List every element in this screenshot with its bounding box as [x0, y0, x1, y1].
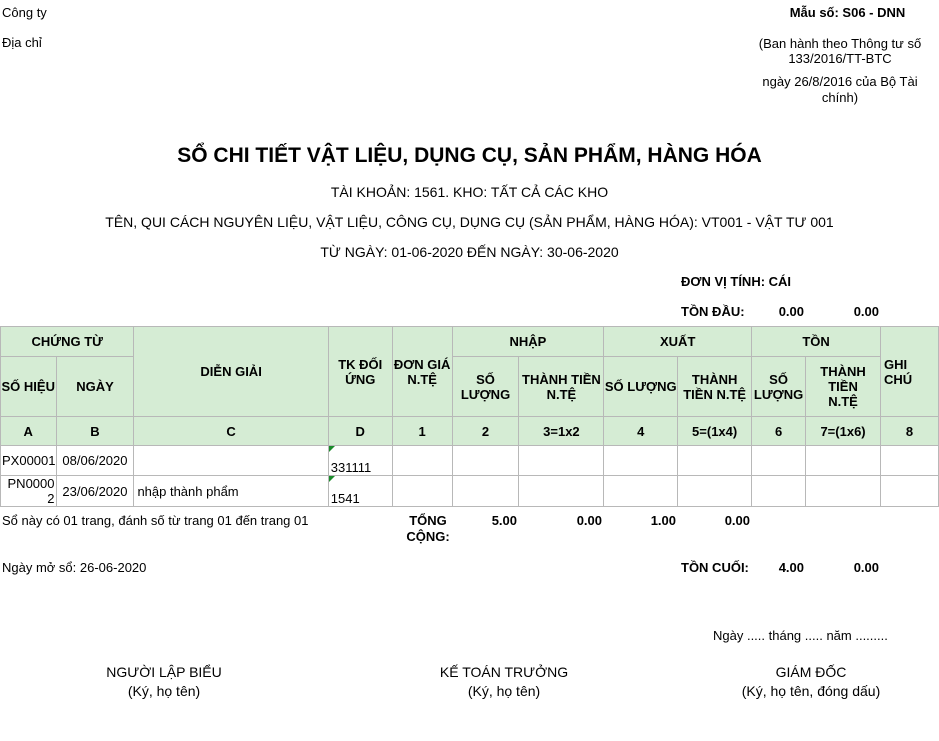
empty-cell [806, 446, 881, 476]
header-description: DIỄN GIẢI [134, 327, 328, 417]
code-cell: 5=(1x4) [678, 417, 752, 446]
total-in-qty: 5.00 [491, 513, 517, 528]
pages-note: Sổ này có 01 trang, đánh số từ trang 01 đến trang 01 [2, 513, 309, 528]
header-account: TK ĐỐI ỨNG [328, 327, 392, 417]
opening-amount: 0.00 [853, 304, 879, 319]
voucher-no-cell: PN00002 [1, 476, 57, 507]
issued-line-4: chính) [821, 90, 859, 105]
account-cell [328, 476, 392, 507]
voucher-date-cell: 08/06/2020 [56, 446, 134, 476]
code-cell: 1 [392, 417, 452, 446]
header-voucher: CHỨNG TỪ [1, 327, 134, 357]
empty-cell [392, 476, 452, 507]
header-stock: TỒN [752, 327, 881, 357]
code-cell: 8 [881, 417, 939, 446]
total-in-amount: 0.00 [576, 513, 602, 528]
preparer-note: (Ký, họ tên) [127, 683, 201, 699]
empty-cell [452, 446, 519, 476]
code-cell: 4 [604, 417, 678, 446]
total-label: TỔNG CỘNG: [406, 513, 450, 544]
open-date: Ngày mở sổ: 26-06-2020 [2, 560, 147, 575]
code-cell: 7=(1x6) [806, 417, 881, 446]
header-out: XUẤT [604, 327, 752, 357]
table-row [1, 446, 939, 476]
header-out-amount: THÀNH TIỀN N.TỆ [678, 357, 752, 417]
issued-line-2: 133/2016/TT-BTC [788, 51, 892, 66]
preparer-title: NGƯỜI LẬP BIỂU [106, 664, 222, 680]
empty-cell [678, 446, 752, 476]
code-cell: D [328, 417, 392, 446]
account-cell [328, 446, 392, 476]
header-stock-amount: THÀNH TIỀN N.TỆ [806, 357, 881, 417]
form-number: Mẫu số: S06 - DNN [789, 5, 906, 20]
period-line: TỪ NGÀY: 01-06-2020 ĐẾN NGÀY: 30-06-2020 [320, 244, 619, 260]
header-stock-qty: SỐ LƯỢNG [752, 357, 806, 417]
voucher-no-cell: PX00001 [1, 446, 57, 476]
header-in: NHẬP [452, 327, 604, 357]
address-label: Địa chỉ [2, 35, 42, 50]
table-row [1, 476, 939, 507]
opening-label: TỒN ĐẦU: [681, 304, 745, 319]
header-note: GHI CHÚ [881, 327, 939, 417]
account-value: 331111 [330, 460, 372, 475]
closing-label: TỒN CUỐI: [681, 560, 749, 575]
closing-qty: 4.00 [778, 560, 804, 575]
chief-accountant-title: KẾ TOÁN TRƯỞNG [439, 664, 569, 680]
total-out-amount: 0.00 [724, 513, 750, 528]
empty-cell [881, 446, 939, 476]
unit-label: ĐƠN VỊ TÍNH: CÁI [681, 274, 792, 289]
empty-cell [752, 446, 806, 476]
total-out-qty: 1.00 [650, 513, 676, 528]
empty-cell [881, 476, 939, 507]
header-voucher-no: SỐ HIỆU [1, 357, 57, 417]
voucher-date-cell: 23/06/2020 [56, 476, 134, 507]
code-cell: B [56, 417, 134, 446]
empty-cell [452, 476, 519, 507]
empty-cell [519, 476, 604, 507]
account-line: TÀI KHOẢN: 1561. KHO: TẤT CẢ CÁC KHO [330, 184, 609, 200]
header-in-amount: THÀNH TIỀN N.TỆ [519, 357, 604, 417]
page-title: SỔ CHI TIẾT VẬT LIỆU, DỤNG CỤ, SẢN PHẨM, HÀNG HÓA [177, 144, 762, 167]
company-label: Công ty [2, 5, 47, 20]
closing-amount: 0.00 [853, 560, 879, 575]
description-cell [134, 446, 328, 476]
description-cell: nhập thành phẩm [134, 476, 328, 507]
chief-accountant-note: (Ký, họ tên) [467, 683, 541, 699]
header-unit-price: ĐƠN GIÁ N.TỆ [392, 327, 452, 417]
issued-line-3: ngày 26/8/2016 của Bộ Tài [762, 74, 918, 89]
issued-line-1: (Ban hành theo Thông tư số [758, 36, 922, 51]
code-cell: 2 [452, 417, 519, 446]
empty-cell [806, 476, 881, 507]
director-title: GIÁM ĐỐC [775, 664, 847, 680]
director-note: (Ký, họ tên, đóng dấu) [741, 683, 881, 699]
header-in-qty: SỐ LƯỢNG [452, 357, 519, 417]
header-out-qty: SỐ LƯỢNG [604, 357, 678, 417]
item-line: TÊN, QUI CÁCH NGUYÊN LIỆU, VẬT LIỆU, CÔNG CỤ, DỤNG CỤ (SẢN PHẨM, HÀNG HÓA): VT001 - VẬT TƯ 001 [105, 214, 834, 230]
sign-date-line: Ngày ..... tháng ..... năm ......... [713, 628, 888, 643]
header-voucher-date: NGÀY [56, 357, 134, 417]
empty-cell [752, 476, 806, 507]
empty-cell [604, 446, 678, 476]
empty-cell [392, 446, 452, 476]
ledger-table [0, 326, 939, 507]
empty-cell [678, 476, 752, 507]
opening-qty: 0.00 [778, 304, 804, 319]
code-cell: 6 [752, 417, 806, 446]
code-cell: C [134, 417, 328, 446]
empty-cell [604, 476, 678, 507]
code-cell: 3=1x2 [519, 417, 604, 446]
account-value: 1541 [330, 491, 360, 506]
empty-cell [519, 446, 604, 476]
code-cell: A [1, 417, 57, 446]
